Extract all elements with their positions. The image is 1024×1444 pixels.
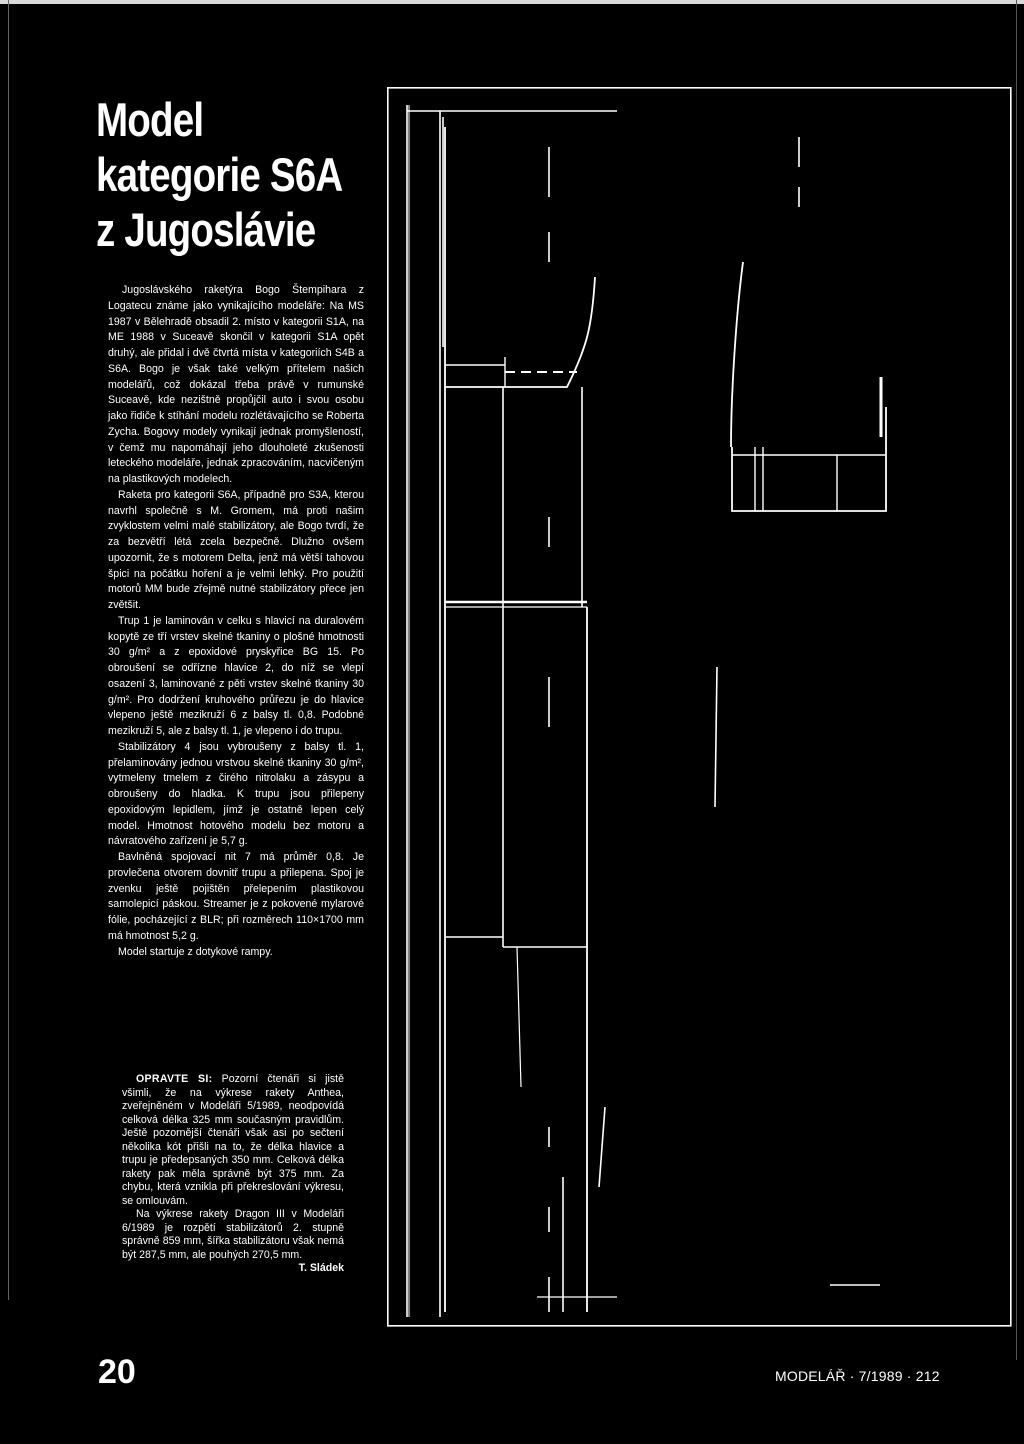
article-body (108, 283, 364, 960)
side-view-profile (731, 262, 743, 447)
page-top-rule (0, 0, 1024, 4)
rocket-technical-drawing (387, 87, 1012, 1327)
article-paragraph: Trup 1 je laminován v celku s hlavicí na duralovém kopytě ze tří vrstev skelné tkaniny o plošné hmotnosti 30 g/m² a z epoxidové pryskyřice BG 15. Po obroušení se odřízne hlavice 2, do níž se vlepí osazení 3, laminované z pěti vrstev skelné tkaniny 30 g/m². Pro dodržení kruhového průřezu je do hlavice vlepeno ještě mezikruží 6 z balsy tl. 0,8. Podobné mezikruží 5, ale z balsy tl. 1, je vlepeno i do trupu. (108, 614, 364, 737)
correction-label: OPRAVTE SI: (136, 1073, 213, 1085)
article-paragraph: Stabilizátory 4 jsou vybroušeny z balsy tl. 1, přelaminovány jednou vrstvou skelné tkaniny 30 g/m², vytmeleny tmelem z čirého nitrolaku a zásypu a obroušeny do hladka. K trupu jsou přilepeny epoxidovým lepidlem, jímž je ostatně lepen celý model. Hmotnost hotového modelu bez motoru a návratového zařízení je 5,7 g. (108, 740, 364, 848)
publication-footer: MODELÁŘ · 7/1989 · 212 (775, 1368, 940, 1384)
article-paragraph: Jugoslávského raketýra Bogo Štempihara z Logatecu známe jako vynikajícího modeláře: Na MS 1987 v Bělehradě obsadil 2. místo v kategorii S1A, na ME 1988 v Suceavě skončil v kategorii S1A opět druhý, ale přidal i dvě čtvrtá místa v kategoriích S4B a S6A. Bogo je však také velkým přítelem našich modelářů, což dokázal třeba právě v rumunské Suceavě, kde nezištně propůjčil auto i svou osobu jako řidiče k stíhání modelu rozlétávajícího se Roberta Zycha. Bogovy modely vynikají jednak promyšleností, v čemž mu napomáhají jeho dlouholeté zkušenosti leteckého modeláře, jednak zpracováním, nacvičeným na plastikových modelech. (108, 284, 364, 485)
side-view-lower (715, 667, 717, 807)
article-paragraph: Model startuje z dotykové rampy. (118, 945, 273, 958)
title-line-2: kategorie S6A (96, 148, 343, 201)
fin-outline (599, 1107, 605, 1187)
article-title (96, 92, 342, 257)
page-edge-left (8, 0, 9, 1300)
article-paragraph: Raketa pro kategorii S6A, případně pro S3A, kterou navrhl společně s M. Gromem, má proti našim zvyklostem velmi malé stabilizátory, ale Bogo tvrdí, že za bezvětří létá zcela bezpečně. Dlužno ovšem upozornit, že s motorem Delta, jenž má větší tahovou špici na počátku hoření a je velmi lehký. Pro použití motorů MM bude zřejmě nutné stabilizátory přece jen zvětšit. (108, 488, 364, 611)
motor-mount-line (517, 947, 521, 1087)
correction-text-1: Pozorní čtenáři si jistě všimli, že na výkrese rakety Anthea, zveřejněném v Modeláři 5/1989, neodpovídá celková délka 325 mm současným pravidlům. Ještě pozornější čtenáři však asi po sečtení několika kót přišli na to, že délka hlavice a trupu je předepsaných 350 mm. Celková délka rakety pak měla správně být 375 mm. Za chybu, která vznikla při překreslování výkresu, se omlouvám. (122, 1073, 344, 1207)
correction-paragraph-2: Na výkrese rakety Dragon III v Modeláři 6/1989 je rozpětí stabilizátorů 2. stupně správně 859 mm, šířka stabilizátoru však nemá být 287,5 mm, ale pouhých 270,5 mm. (122, 1208, 344, 1261)
title-line-1: Model (96, 93, 204, 146)
nose-cone-outline (445, 127, 595, 387)
article-paragraph: Bavlněná spojovací nit 7 má průměr 0,8. Je provlečena otvorem dovnitř trupu a přilepena. Spoj je zvenku ještě pojištěn přelepením plastikovou samolepicí páskou. Streamer je z pokovené mylarové fólie, pocházející z BLR; při rozměrech 110×1700 mm má hmotnost 5,2 g. (108, 851, 364, 942)
correction-paragraph-1 (122, 1073, 344, 1208)
drawing-frame (388, 88, 1011, 1326)
page-edge-right (1016, 0, 1017, 1360)
correction-notice (122, 1073, 344, 1276)
title-line-3: z Jugoslávie (96, 203, 316, 256)
page-number: 20 (98, 1353, 136, 1391)
correction-signature: T. Sládek (298, 1262, 344, 1274)
